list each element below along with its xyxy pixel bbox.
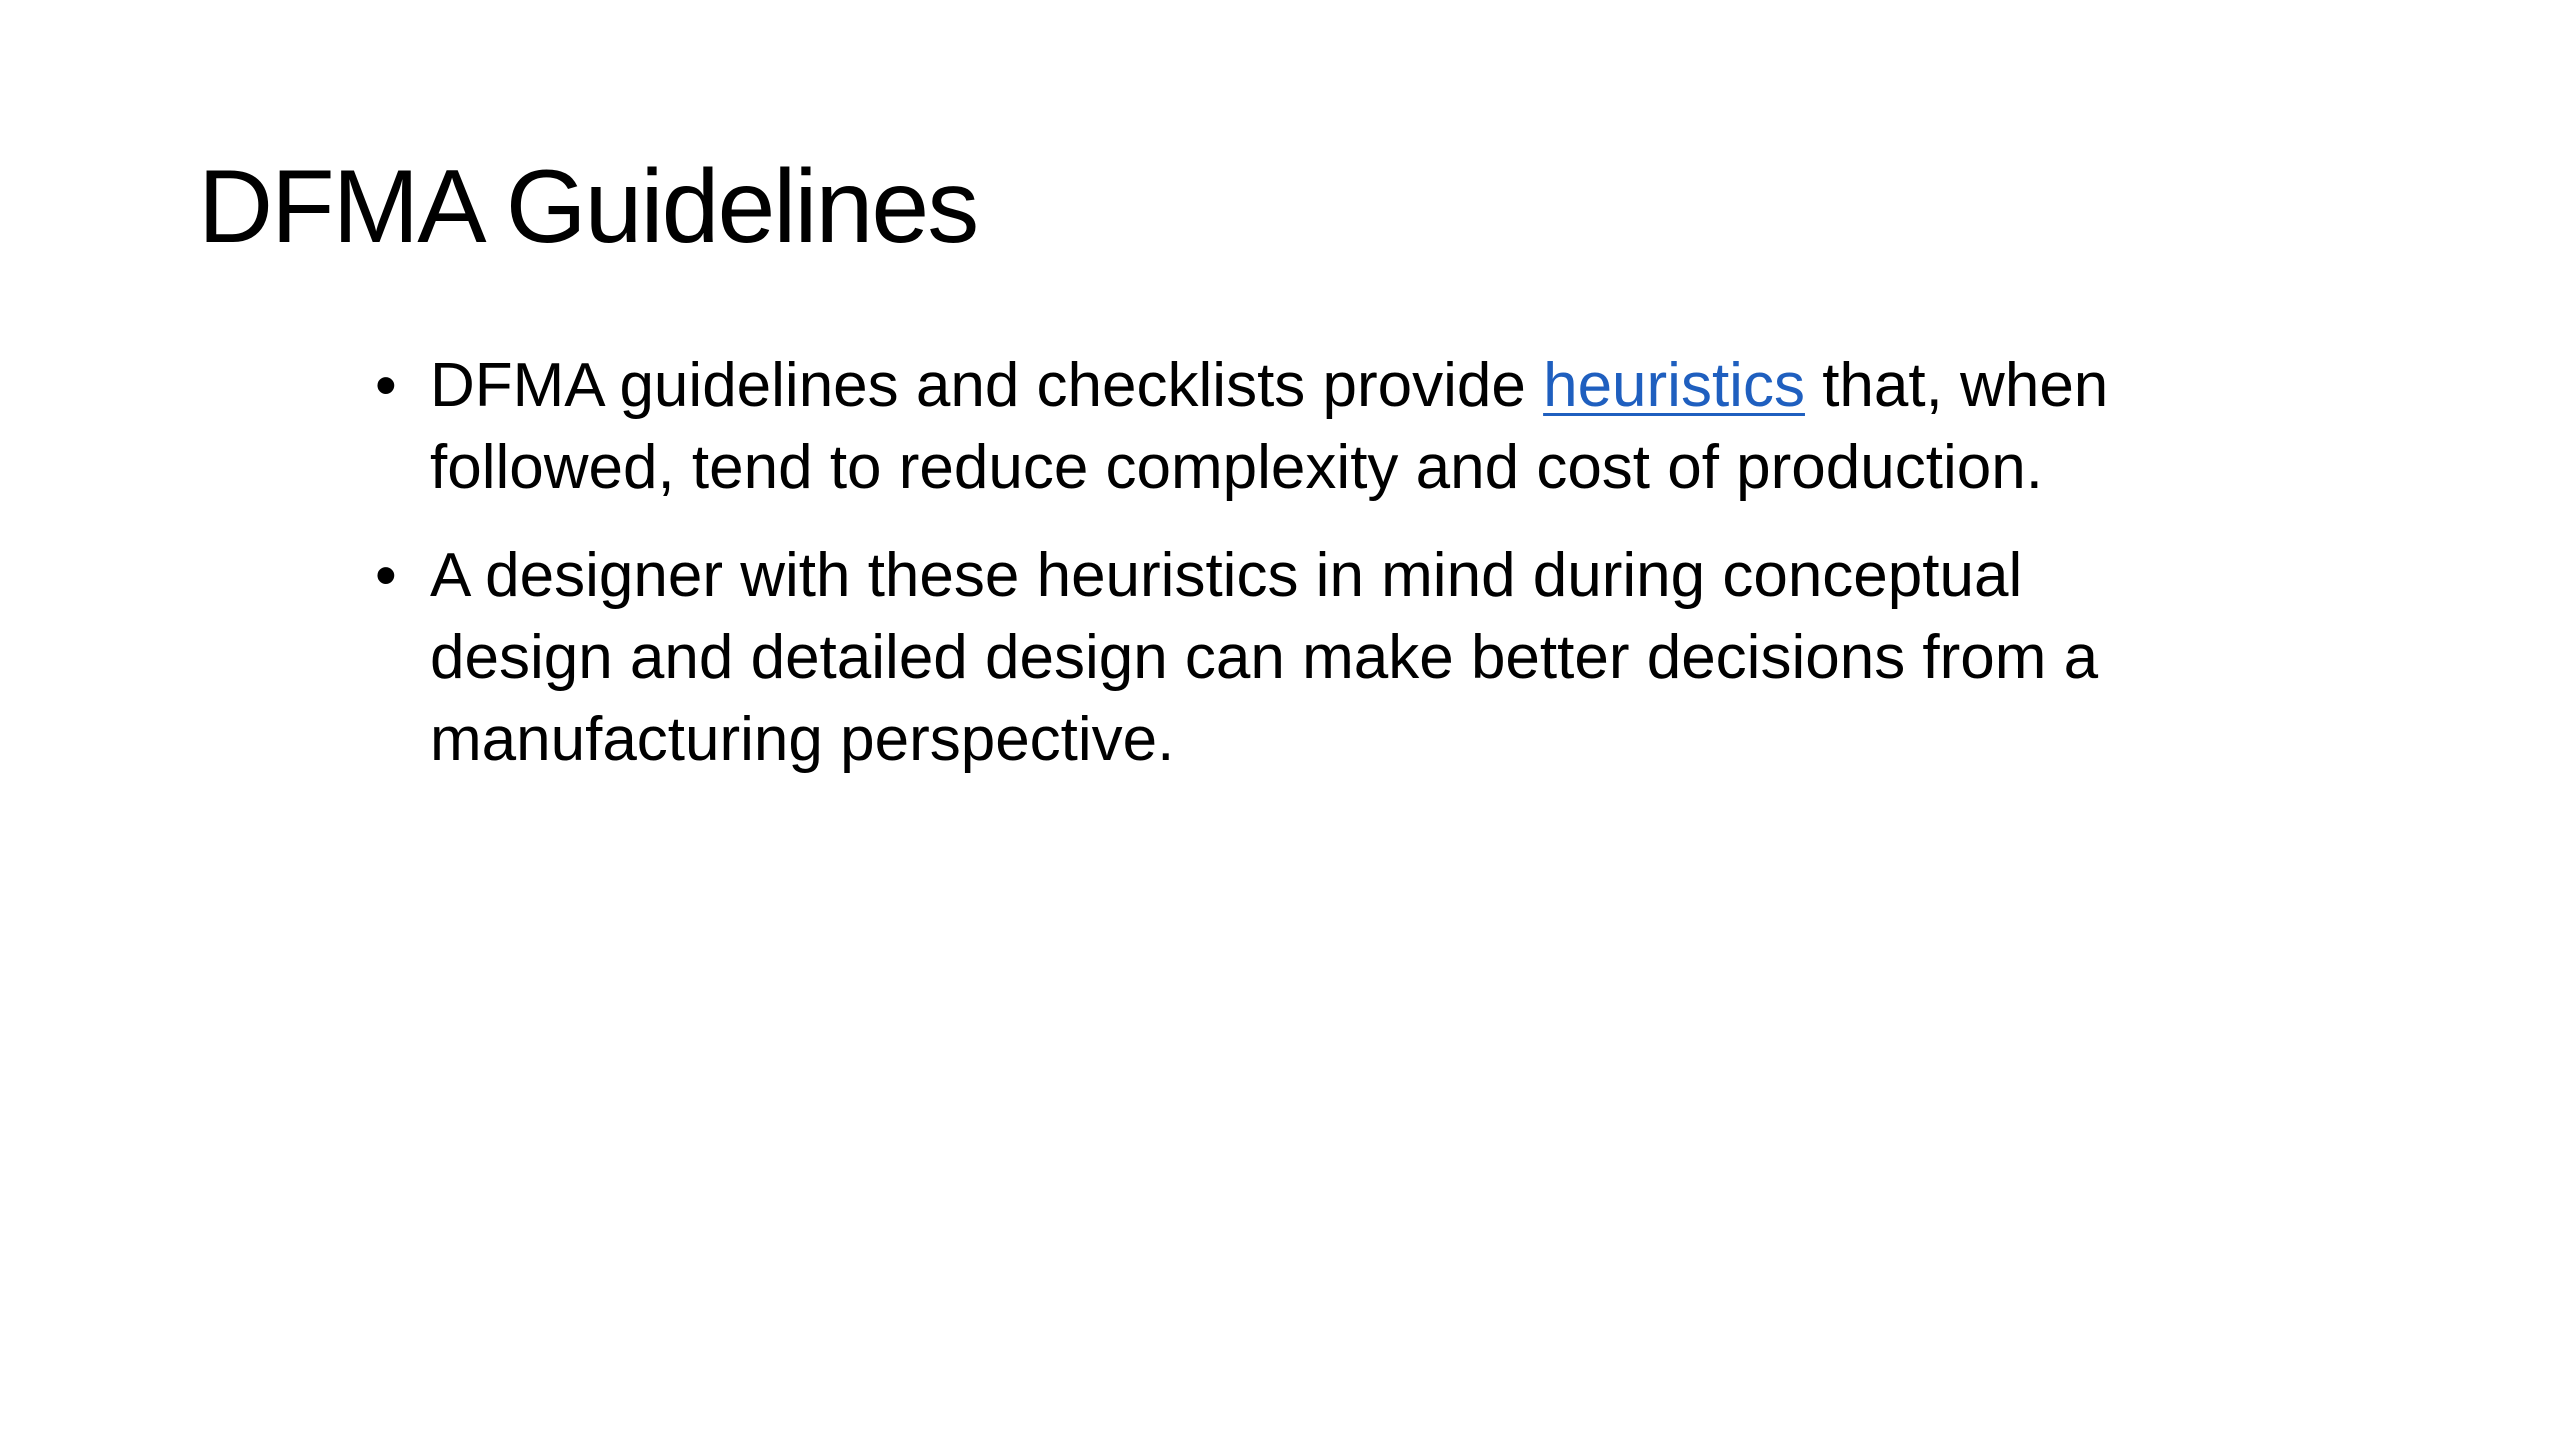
bullet-text-after-link: that, when followed, tend to reduce complexity and cost of production. bbox=[430, 351, 2109, 502]
bullet-icon: • bbox=[375, 541, 397, 610]
slide-title: DFMA Guidelines bbox=[198, 149, 978, 265]
bullet-item-designer bbox=[375, 535, 2175, 781]
bullet-item-heuristics bbox=[375, 345, 2175, 509]
bullet-list bbox=[375, 345, 2175, 807]
bullet-text-before-link: DFMA guidelines and checklists provide bbox=[430, 351, 1544, 420]
heuristics-link[interactable]: heuristics bbox=[1543, 351, 1805, 420]
bullet-text: A designer with these heuristics in mind during conceptual design and detailed design can make better decisions from a manufacturing perspective. bbox=[430, 541, 2099, 774]
bullet-icon: • bbox=[375, 351, 397, 420]
